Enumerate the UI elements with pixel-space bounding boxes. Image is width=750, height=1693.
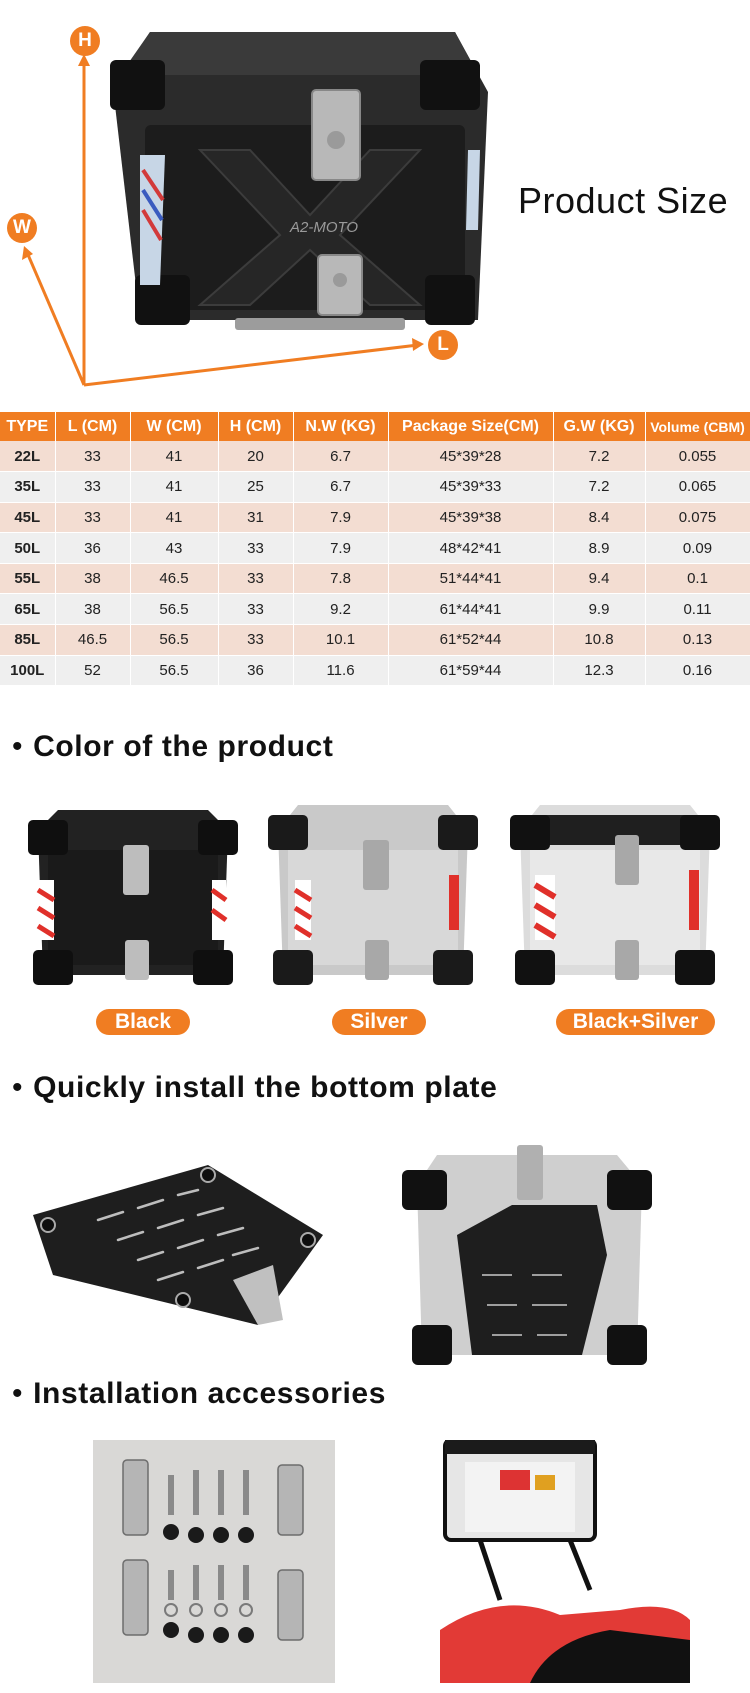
cell-length: 38 [55,594,130,625]
cell-type: 100L [0,655,55,686]
cell-width: 43 [130,533,218,564]
cell-height: 31 [218,502,293,533]
accessories-heading-text: Installation accessories [33,1377,387,1410]
cell-type: 50L [0,533,55,564]
width-badge: W [7,213,37,243]
header-length: L (CM) [55,412,130,441]
cell-net-weight: 6.7 [293,472,388,503]
cell-type: 85L [0,625,55,656]
table-row [0,502,750,533]
height-badge: H [70,26,100,56]
table-row [0,472,750,503]
cell-package-size: 45*39*33 [388,472,553,503]
cell-volume: 0.1 [645,563,750,594]
black-box-image [23,800,243,990]
accessories-section-heading [12,1377,386,1411]
black-silver-box-image [505,800,725,990]
cell-length: 33 [55,502,130,533]
bullet: • [12,730,24,763]
cell-net-weight: 9.2 [293,594,388,625]
cell-gross-weight: 9.4 [553,563,645,594]
cell-width: 41 [130,502,218,533]
product-size-title: Product Size [518,180,729,221]
cell-width: 46.5 [130,563,218,594]
cell-package-size: 45*39*38 [388,502,553,533]
header-volume: Volume (CBM) [645,412,750,441]
header-type: TYPE [0,412,55,441]
cell-net-weight: 10.1 [293,625,388,656]
cell-volume: 0.065 [645,472,750,503]
cell-package-size: 51*44*41 [388,563,553,594]
table-body [0,441,750,686]
cell-net-weight: 7.8 [293,563,388,594]
cell-gross-weight: 7.2 [553,472,645,503]
cell-length: 52 [55,655,130,686]
table-row [0,594,750,625]
cell-type: 22L [0,441,55,472]
accessory-parts-image [93,1440,335,1683]
cell-package-size: 61*59*44 [388,655,553,686]
header-gross-weight: G.W (KG) [553,412,645,441]
header-net-weight: N.W (KG) [293,412,388,441]
cell-height: 36 [218,655,293,686]
cell-volume: 0.13 [645,625,750,656]
color-option-black-silver: Black+Silver [556,1009,715,1035]
cell-net-weight: 6.7 [293,441,388,472]
cell-width: 56.5 [130,594,218,625]
cell-height: 33 [218,563,293,594]
size-spec-table [0,412,750,686]
brand-logo: A2-MOTO [290,219,359,236]
cell-width: 56.5 [130,655,218,686]
cell-gross-weight: 10.8 [553,625,645,656]
cell-volume: 0.16 [645,655,750,686]
table-row [0,625,750,656]
cell-length: 33 [55,441,130,472]
silver-box-image [263,800,483,990]
motorcycle-installation-image [440,1440,690,1683]
cell-length: 46.5 [55,625,130,656]
cell-width: 56.5 [130,625,218,656]
cell-volume: 0.09 [645,533,750,564]
cell-height: 33 [218,594,293,625]
bottom-plate-image [28,1160,328,1330]
cell-type: 35L [0,472,55,503]
bullet: • [12,1071,24,1104]
cell-volume: 0.11 [645,594,750,625]
cell-type: 65L [0,594,55,625]
cell-package-size: 61*52*44 [388,625,553,656]
plate-section-heading [12,1071,497,1105]
cell-type: 55L [0,563,55,594]
cell-package-size: 45*39*28 [388,441,553,472]
cell-height: 20 [218,441,293,472]
table-row [0,441,750,472]
table-row [0,655,750,686]
cell-length: 38 [55,563,130,594]
length-badge: L [428,330,458,360]
cell-width: 41 [130,472,218,503]
cell-type: 45L [0,502,55,533]
cell-gross-weight: 12.3 [553,655,645,686]
bullet: • [12,1377,24,1410]
hero-section [0,0,750,400]
table-row [0,533,750,564]
color-option-silver: Silver [332,1009,426,1035]
cell-length: 33 [55,472,130,503]
cell-height: 25 [218,472,293,503]
header-height: H (CM) [218,412,293,441]
cell-width: 41 [130,441,218,472]
cell-height: 33 [218,625,293,656]
cell-package-size: 48*42*41 [388,533,553,564]
color-section-heading [12,730,333,764]
color-heading-text: Color of the product [33,730,334,763]
cell-length: 36 [55,533,130,564]
table-row [0,563,750,594]
cell-height: 33 [218,533,293,564]
header-width: W (CM) [130,412,218,441]
header-package-size: Package Size(CM) [388,412,553,441]
color-option-black: Black [96,1009,190,1035]
mounted-box-image [402,1145,654,1370]
cell-net-weight: 11.6 [293,655,388,686]
plate-heading-text: Quickly install the bottom plate [33,1071,498,1104]
cell-net-weight: 7.9 [293,502,388,533]
table-header-row [0,412,750,441]
cell-gross-weight: 8.9 [553,533,645,564]
cell-volume: 0.055 [645,441,750,472]
cell-volume: 0.075 [645,502,750,533]
cell-net-weight: 7.9 [293,533,388,564]
cell-gross-weight: 7.2 [553,441,645,472]
cell-gross-weight: 8.4 [553,502,645,533]
cell-package-size: 61*44*41 [388,594,553,625]
cell-gross-weight: 9.9 [553,594,645,625]
